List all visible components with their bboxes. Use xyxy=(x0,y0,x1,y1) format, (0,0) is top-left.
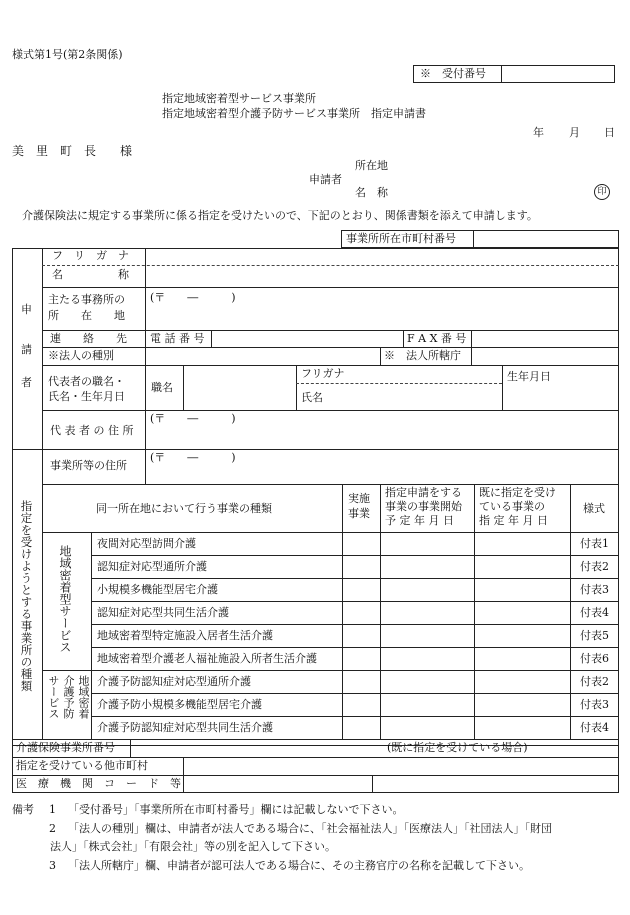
start-header-2: 事業の事業開始 xyxy=(385,500,462,513)
rep-label-2: 氏名・生年月日 xyxy=(48,390,125,403)
office-address-postal[interactable]: (〒 ― ) xyxy=(150,451,236,464)
group1-row-2-name: 認知症対応型通所介護 xyxy=(97,560,207,573)
position-label: 職名 xyxy=(151,381,173,394)
corp-type-label: ※法人の種別 xyxy=(48,349,114,362)
group1-row-3-name: 小規模多機能型居宅介護 xyxy=(97,583,218,596)
group1-row-5-name: 地域密着型特定施設入居者生活介護 xyxy=(97,629,273,642)
applicant-address-label: 所在地 xyxy=(355,159,388,172)
rep-name-label: 氏名 xyxy=(301,391,323,404)
group1-row-6-form: 付表6 xyxy=(580,652,609,665)
group2-row-2-form: 付表3 xyxy=(580,698,609,711)
phone-label: 電 話 番 号 xyxy=(150,332,205,345)
note-2-text: 「法人の種別」欄は、申請者が法人である場合に、「社会福祉法人」「医療法人」「社団法人」「財団 xyxy=(68,822,552,835)
group2-row-3-name: 介護予防認知症対応型共同生活介護 xyxy=(97,721,273,734)
date-year: 年 xyxy=(533,126,544,139)
applicant-name-label: 名 称 xyxy=(355,186,388,199)
furigana-label: フ リ ガ ナ xyxy=(52,249,129,262)
note-3-text: 「法人所轄庁」欄、申請者が認可法人である場合に、その主務官庁の名称を記載して下さい。 xyxy=(68,859,530,872)
note-2-cont: 法人」「株式会社」「有限会社」等の別を記入して下さい。 xyxy=(50,840,336,853)
impl-header-1: 実施 xyxy=(348,492,370,505)
applicant-side-1: 申 xyxy=(21,303,32,316)
service-type-header: 同一所在地において行う事業の種類 xyxy=(96,502,272,515)
group1-label: 地域密着型サービス xyxy=(58,545,72,653)
group2-row-1-form: 付表2 xyxy=(580,675,609,688)
intro-text: 介護保険法に規定する事業所に係る指定を受けたいので、下記のとおり、関係書類を添えて申請します。 xyxy=(22,209,538,222)
rep-furigana-label: フリガナ xyxy=(301,367,345,380)
group1-row-4-name: 認知症対応型共同生活介護 xyxy=(97,606,229,619)
impl-header-2: 事業 xyxy=(348,507,370,520)
note-1-text: 「受付番号」「事業所所在市町村番号」欄には記載しないで下さい。 xyxy=(68,803,404,816)
office-label-1: 主たる事務所の xyxy=(48,293,125,306)
group1-row-1-form: 付表1 xyxy=(580,537,609,550)
existing-header-2: ている事業の xyxy=(479,500,545,513)
group1-row-2-form: 付表2 xyxy=(580,560,609,573)
rep-label-1: 代表者の職名・ xyxy=(48,375,125,388)
addressee: 美 里 町 長 様 xyxy=(12,144,133,158)
note-2-no: 2 xyxy=(49,822,56,835)
fax-label: F A X 番 号 xyxy=(407,332,467,345)
title-line-2: 指定地域密着型介護予防サービス事業所 指定申請書 xyxy=(162,107,426,120)
group1-row-6-name: 地域密着型介護老人福祉施設入所者生活介護 xyxy=(97,652,317,665)
group1-row-3-form: 付表3 xyxy=(580,583,609,596)
group1-row-5-form: 付表5 xyxy=(580,629,609,642)
date-month: 月 xyxy=(569,126,580,139)
notes-title: 備考 xyxy=(12,803,34,816)
start-header-1: 指定申請をする xyxy=(385,486,462,499)
group1-row-4-form: 付表4 xyxy=(580,606,609,619)
form-header: 様式 xyxy=(583,502,605,515)
applicant-side-2: 請 xyxy=(21,343,32,356)
other-municipality-label: 指定を受けている他市町村 xyxy=(16,759,148,772)
group2-row-2-name: 介護予防小規模多機能型居宅介護 xyxy=(97,698,262,711)
start-header-3: 予 定 年 月 日 xyxy=(385,514,454,527)
rep-address-label: 代 表 者 の 住 所 xyxy=(50,424,134,437)
existing-header-1: 既に指定を受け xyxy=(479,486,556,499)
contact-label: 連 絡 先 xyxy=(50,332,127,345)
group2-col-3: サービス xyxy=(47,675,60,719)
group2-col-2: 介護予防 xyxy=(62,675,75,719)
reception-number-label: ※ 受付番号 xyxy=(420,67,486,80)
applicant-label: 申請者 xyxy=(309,173,342,186)
group1-row-1-name: 夜間対応型訪問介護 xyxy=(97,537,196,550)
date-day: 日 xyxy=(604,126,615,139)
insurance-note: (既に指定を受けている場合) xyxy=(387,741,528,754)
municipality-number-label: 事業所所在市町村番号 xyxy=(346,232,456,245)
birth-label: 生年月日 xyxy=(507,370,551,383)
office-label-2: 所 在 地 xyxy=(48,309,125,322)
note-3-no: 3 xyxy=(49,859,56,872)
group2-row-1-name: 介護予防認知症対応型通所介護 xyxy=(97,675,251,688)
group2-row-3-form: 付表4 xyxy=(580,721,609,734)
group2-col-1: 地域密着 xyxy=(77,675,90,719)
insurance-no-label: 介護保険事業所番号 xyxy=(16,741,115,754)
designation-side-label: 指定を受けようとする事業所の種類 xyxy=(19,500,34,692)
office-postal[interactable]: (〒 ― ) xyxy=(150,291,236,304)
office-address-label: 事業所等の住所 xyxy=(50,459,127,472)
existing-header-3: 指 定 年 月 日 xyxy=(479,514,548,527)
seal-mark: 印 xyxy=(594,184,610,200)
title-line-1: 指定地域密着型サービス事業所 xyxy=(162,92,316,105)
corp-authority-label: ※ 法人所轄庁 xyxy=(384,349,461,362)
form-number: 様式第1号(第2条関係) xyxy=(12,48,123,61)
name-label: 名 称 xyxy=(52,268,129,281)
applicant-side-3: 者 xyxy=(21,376,32,389)
note-1-no: 1 xyxy=(49,803,56,816)
rep-address-postal[interactable]: (〒 ― ) xyxy=(150,412,236,425)
medical-code-label: 医 療 機 関 コ ー ド 等 xyxy=(16,777,181,790)
